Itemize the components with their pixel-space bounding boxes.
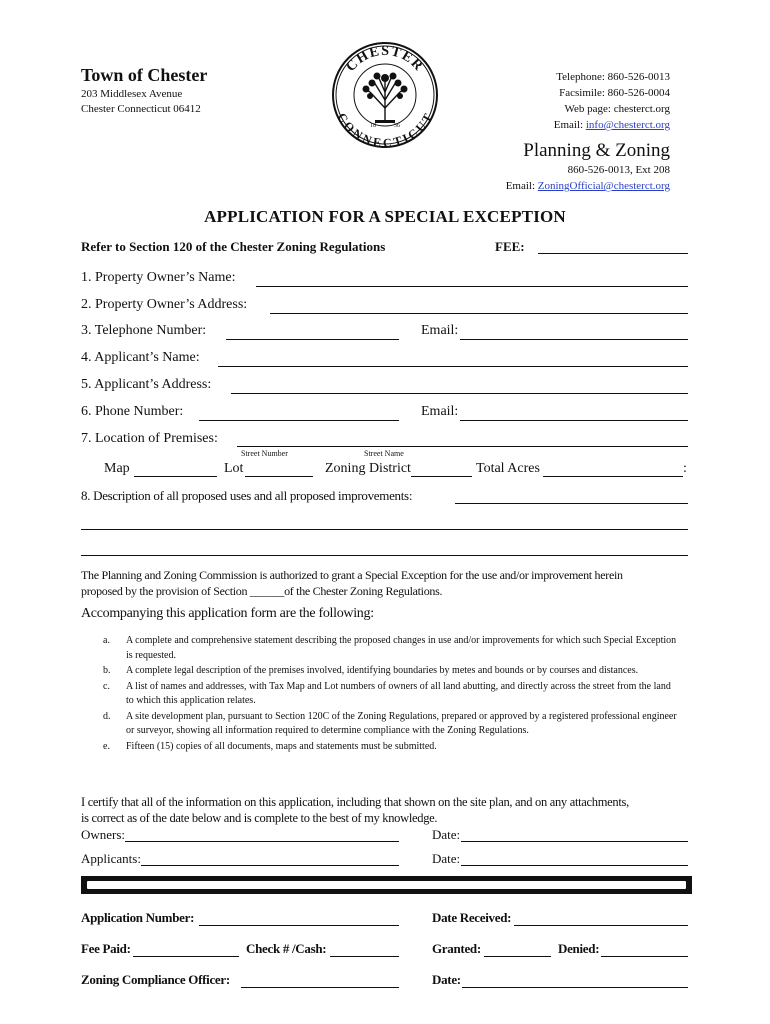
lot-label: Lot (224, 461, 244, 476)
department-email: Email: ZoningOfficial@chesterct.org (505, 180, 670, 192)
application-number-field[interactable] (199, 925, 399, 926)
fee-label: FEE: (495, 239, 525, 254)
web-page: Web page: chesterct.org (564, 103, 670, 115)
svg-text:CONNECTICUT: CONNECTICUT (334, 110, 436, 150)
owner-address-field[interactable] (270, 313, 688, 314)
q3-email-label: Email: (421, 323, 459, 338)
requirements-list (81, 634, 681, 755)
owner-name-field[interactable] (256, 286, 688, 287)
owner-email-field[interactable] (460, 339, 688, 340)
contact-email: Email: info@chesterct.org (553, 119, 670, 131)
owners-signature-field[interactable] (125, 841, 399, 842)
fee-paid-label: Fee Paid: (81, 941, 131, 956)
q8-label: 8. Description of all proposed uses and all proposed improvements: (81, 488, 413, 503)
applicant-name-field[interactable] (218, 366, 688, 367)
check-cash-field[interactable] (330, 956, 399, 957)
dept-email-link[interactable]: ZoningOfficial@chesterct.org (537, 180, 670, 192)
denied-label: Denied: (558, 941, 600, 956)
fee-field[interactable] (538, 253, 688, 254)
list-item: d. A site development plan, pursuant to Section 120C of the Zoning Regulations, prepared or approved by a registered professional engineer or surveyor, showing all information required to determine compliance with the Zoning Regulations. (103, 710, 677, 736)
applicants-label: Applicants: (81, 851, 141, 866)
owners-date-field[interactable] (461, 841, 688, 842)
certification-statement: I certify that all of the information on this application, including that shown on the site plan, and on any attachments, is correct as of the date below and is complete to the best of my knowledge. (81, 795, 629, 825)
granted-field[interactable] (484, 956, 551, 957)
officer-date-label: Date: (432, 972, 461, 987)
description-field-1[interactable] (455, 503, 688, 504)
address-line-1: 203 Middlesex Avenue (81, 88, 183, 100)
applicants-date-label: Date: (432, 851, 461, 866)
list-item: c. A list of names and addresses, with Tax Map and Lot numbers of owners of all land abutting, and directly across the street from the land to which this application relates. (103, 680, 671, 706)
owner-telephone-field[interactable] (226, 339, 399, 340)
email-link[interactable]: info@chesterct.org (585, 119, 670, 131)
premises-location-field[interactable] (237, 446, 688, 447)
q3-label: 3. Telephone Number: (81, 323, 207, 338)
q4-label: 4. Applicant’s Name: (81, 350, 200, 365)
q7-label: 7. Location of Premises: (81, 431, 218, 446)
q5-label: 5. Applicant’s Address: (81, 377, 212, 392)
street-name-caption: Street Name (364, 449, 404, 458)
owners-date-label: Date: (432, 827, 461, 842)
form-subtitle: Refer to Section 120 of the Chester Zoning Regulations (81, 239, 386, 254)
total-acres-field[interactable] (543, 476, 683, 477)
zoning-officer-label: Zoning Compliance Officer: (81, 972, 230, 987)
officer-date-field[interactable] (462, 987, 688, 988)
town-name: Town of Chester (81, 65, 208, 85)
list-item: b. A complete legal description of the premises involved, identifying boundaries by metes and bounds or by courses and distances. (103, 665, 639, 676)
town-seal-icon (330, 40, 440, 150)
application-number-label: Application Number: (81, 910, 195, 925)
map-field[interactable] (134, 476, 217, 477)
total-acres-colon: : (683, 461, 687, 476)
authority-statement: The Planning and Zoning Commission is authorized to grant a Special Exception for the use and/or improvement herein proposed by the provision of Section ______of the Chester Zoning Regulations. (81, 568, 623, 598)
granted-label: Granted: (432, 941, 481, 956)
owners-label: Owners: (81, 827, 126, 842)
applicant-email-field[interactable] (460, 420, 688, 421)
check-cash-label: Check # /Cash: (246, 941, 327, 956)
denied-field[interactable] (601, 956, 688, 957)
q1-label: 1. Property Owner’s Name: (81, 270, 236, 285)
svg-text:36: 36 (394, 123, 400, 129)
accompany-heading: Accompanying this application form are the following: (81, 606, 374, 621)
lot-field[interactable] (245, 476, 313, 477)
section-divider (81, 876, 692, 894)
applicants-signature-field[interactable] (141, 865, 399, 866)
q6-label: 6. Phone Number: (81, 404, 184, 419)
svg-text:CHESTER: CHESTER (343, 43, 427, 75)
facsimile: Facsimile: 860-526-0004 (559, 87, 670, 99)
q6-email-label: Email: (421, 404, 459, 419)
description-field-3[interactable] (81, 555, 688, 556)
description-field-2[interactable] (81, 529, 688, 530)
zoning-district-label: Zoning District (325, 461, 411, 476)
applicant-phone-field[interactable] (199, 420, 399, 421)
svg-text:18: 18 (370, 123, 376, 129)
list-item: a. A complete and comprehensive statement describing the proposed changes in use and/or improvements for which such Special Exception is requested. (103, 635, 677, 661)
zoning-officer-field[interactable] (241, 987, 399, 988)
street-number-caption: Street Number (241, 449, 288, 458)
applicant-address-field[interactable] (231, 393, 688, 394)
department-name: Planning & Zoning (523, 140, 670, 161)
list-item: e. Fifteen (15) copies of all documents, maps and statements must be submitted. (103, 740, 437, 752)
department-phone: 860-526-0013, Ext 208 (567, 164, 670, 176)
form-title: APPLICATION FOR A SPECIAL EXCEPTION (204, 207, 566, 226)
applicants-date-field[interactable] (461, 865, 688, 866)
map-label: Map (104, 461, 130, 476)
date-received-label: Date Received: (432, 910, 512, 925)
address-line-2: Chester Connecticut 06412 (81, 103, 201, 115)
date-received-field[interactable] (514, 925, 688, 926)
q2-label: 2. Property Owner’s Address: (81, 297, 248, 312)
zoning-district-field[interactable] (411, 476, 472, 477)
telephone: Telephone: 860-526-0013 (556, 71, 670, 83)
total-acres-label: Total Acres (476, 461, 540, 476)
fee-paid-field[interactable] (133, 956, 239, 957)
